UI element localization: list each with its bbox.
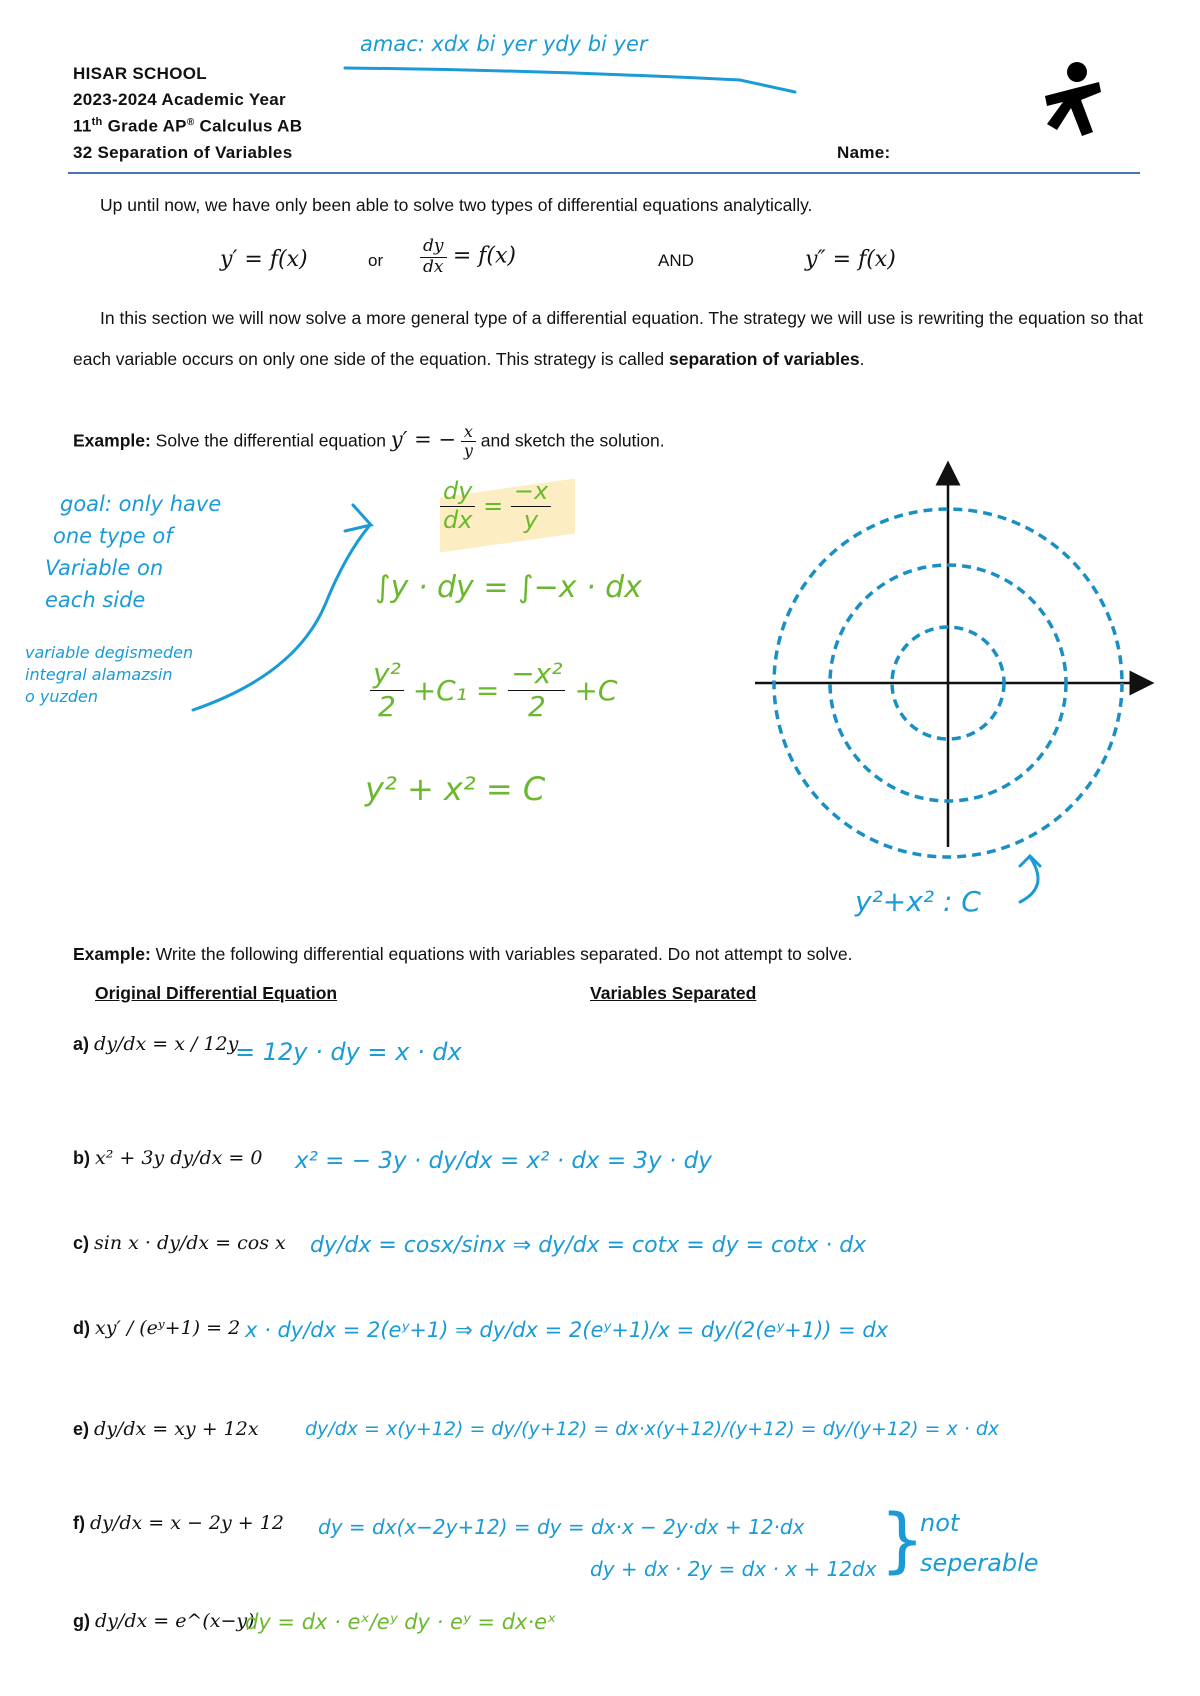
item-question: dy/dx = e^(x−y) — [95, 1610, 255, 1632]
item-letter: b) — [73, 1148, 90, 1168]
example1-eq-lhs: y′ = − — [390, 427, 456, 452]
not-separable-line: not — [920, 1509, 960, 1537]
step1-equals: = — [483, 492, 504, 521]
example1-prompt — [73, 423, 665, 461]
academic-year: 2023-2024 Academic Year — [73, 90, 286, 109]
step3-y2: y² — [370, 658, 404, 691]
equation-item-d — [73, 1317, 240, 1339]
step3-negx2: −x² — [508, 658, 565, 691]
step3-2a: 2 — [377, 690, 396, 724]
step1-dy: dy — [440, 478, 475, 507]
step1-separation — [440, 478, 551, 534]
grade-suffix: th — [91, 116, 103, 128]
example2-label: Example: — [73, 944, 151, 964]
item-answer-c: dy/dx = cosx/sinx ⇒ dy/dx = cotx = dy = cotx · dx — [310, 1233, 867, 1258]
solution-graph — [740, 455, 1160, 875]
graph-label-arrow — [1010, 852, 1060, 912]
top-note-underline — [340, 60, 800, 100]
or-word: or — [368, 251, 384, 270]
example1-text: Solve the differential equation — [150, 430, 391, 451]
item-question: dy/dx = x − 2y + 12 — [90, 1512, 284, 1534]
equation-item-g — [73, 1610, 255, 1632]
goal-note-line: Variable on — [45, 556, 164, 580]
example1-label: Example: — [73, 430, 151, 451]
item-letter: g) — [73, 1611, 90, 1631]
intro-paragraph-text: In this section we will now solve a more general type of a differential equation. The strategy we will use is rewriting the equation so that each variable occurs on only one side of the equation. This strategy is called — [73, 308, 1143, 369]
lesson-title: 32 Separation of Variables — [73, 143, 293, 162]
item-answer-f: dy = dx(x−2y+12) = dy = dx·x − 2y·dx + 12·dx — [318, 1515, 805, 1539]
goal-note-line: goal: only have — [60, 492, 222, 516]
example1-eq-den: y — [463, 441, 473, 461]
turkish-note-line: integral alamazsin — [25, 665, 173, 684]
school-name: HISAR SCHOOL — [73, 64, 207, 83]
turkish-note-line: variable degismeden — [25, 643, 194, 662]
course-title — [73, 116, 302, 137]
item-answer-b: x² = − 3y · dy/dx = x² · dx = 3y · dy — [295, 1148, 712, 1174]
goal-note-line: each side — [45, 588, 146, 612]
equation-item-f — [73, 1512, 284, 1534]
item-answer-g: dy = dx · eˣ/eʸ dy · eʸ = dx·eˣ — [245, 1610, 557, 1634]
item-answer-e: dy/dx = x(y+12) = dy/(y+12) = dx·x(y+12)/(y+12) = dy/(y+12) = x · dx — [305, 1418, 1000, 1440]
step3-integrated — [370, 658, 617, 723]
registered-mark: ® — [186, 117, 195, 128]
item-letter: f) — [73, 1513, 85, 1533]
item-answer-d: x · dy/dx = 2(eʸ+1) ⇒ dy/dx = 2(eʸ+1)/x = dy/(2(eʸ+1)) = dx — [245, 1318, 889, 1342]
step1-negx: −x — [511, 478, 551, 507]
step2-integral: ∫y · dy = ∫−x · dx — [375, 570, 642, 605]
item-answer-f-line2: dy + dx · 2y = dx · x + 12dx — [590, 1557, 877, 1581]
not-separable-line: seperable — [920, 1549, 1039, 1577]
item-letter: c) — [73, 1233, 90, 1253]
item-question: xy′ / (eʸ+1) = 2 — [95, 1317, 241, 1339]
example1-text-end: and sketch the solution. — [475, 430, 665, 451]
item-question: dy/dx = x / 12y — [94, 1033, 239, 1055]
equation-item-c — [73, 1232, 286, 1254]
step1-y: y — [523, 505, 539, 534]
item-question: x² + 3y dy/dx = 0 — [95, 1147, 263, 1169]
and-word: AND — [658, 251, 694, 270]
step3-c1: +C₁ = — [412, 674, 500, 708]
step1-dx: dx — [443, 505, 473, 534]
example1-eq-num: x — [461, 423, 476, 442]
grade-number: 11 — [73, 116, 92, 136]
intro-paragraph — [73, 298, 1143, 380]
equation-item-e — [73, 1418, 259, 1440]
example2-text: Write the following differential equations with variables separated. Do not attempt to solve. — [150, 944, 853, 964]
top-handwritten-note: amac: xdx bi yer ydy bi yer — [360, 32, 648, 56]
equation-yprime: y′ = f(x) — [220, 247, 308, 272]
brace: } — [880, 1499, 925, 1581]
column-header-separated: Variables Separated — [590, 983, 757, 1003]
header-divider — [68, 172, 1140, 174]
dx-denominator: dx — [423, 256, 444, 277]
course-name: Calculus AB — [194, 116, 303, 136]
example2-prompt — [73, 944, 853, 965]
item-letter: e) — [73, 1419, 90, 1439]
separation-of-variables-term: separation of variables — [669, 349, 860, 369]
item-answer-a: = 12y · dy = x · dx — [235, 1038, 462, 1066]
equation-item-b — [73, 1147, 262, 1169]
dy-numerator: dy — [420, 237, 447, 258]
turkish-note-line: o yuzden — [25, 687, 99, 706]
item-letter: a) — [73, 1034, 90, 1054]
not-separable-note — [920, 1503, 1039, 1583]
name-label: Name: — [837, 143, 891, 162]
turkish-note — [25, 642, 193, 708]
step3-2b: 2 — [527, 690, 546, 724]
equation-dydx — [420, 237, 516, 277]
equation-dydx-rhs: = f(x) — [452, 243, 517, 269]
item-question: sin x · dy/dx = cos x — [94, 1232, 286, 1254]
column-header-original: Original Differential Equation — [95, 983, 338, 1003]
handwritten-arrow — [185, 495, 375, 720]
grade-text: Grade AP — [102, 116, 187, 136]
graph-equation-label: y²+x² : C — [855, 885, 981, 918]
item-question: dy/dx = xy + 12x — [94, 1418, 259, 1440]
equation-item-a — [73, 1033, 238, 1055]
step3-c: +C — [574, 674, 618, 708]
intro-line: Up until now, we have only been able to solve two types of differential equations analytically. — [100, 195, 813, 215]
intro-paragraph-end: . — [859, 349, 865, 369]
goal-note-line: one type of — [53, 524, 173, 548]
school-logo — [1035, 60, 1110, 140]
item-letter: d) — [73, 1318, 90, 1338]
step4-result: y² + x² = C — [365, 770, 546, 808]
equation-ydoubleprime: y″ = f(x) — [805, 247, 896, 272]
